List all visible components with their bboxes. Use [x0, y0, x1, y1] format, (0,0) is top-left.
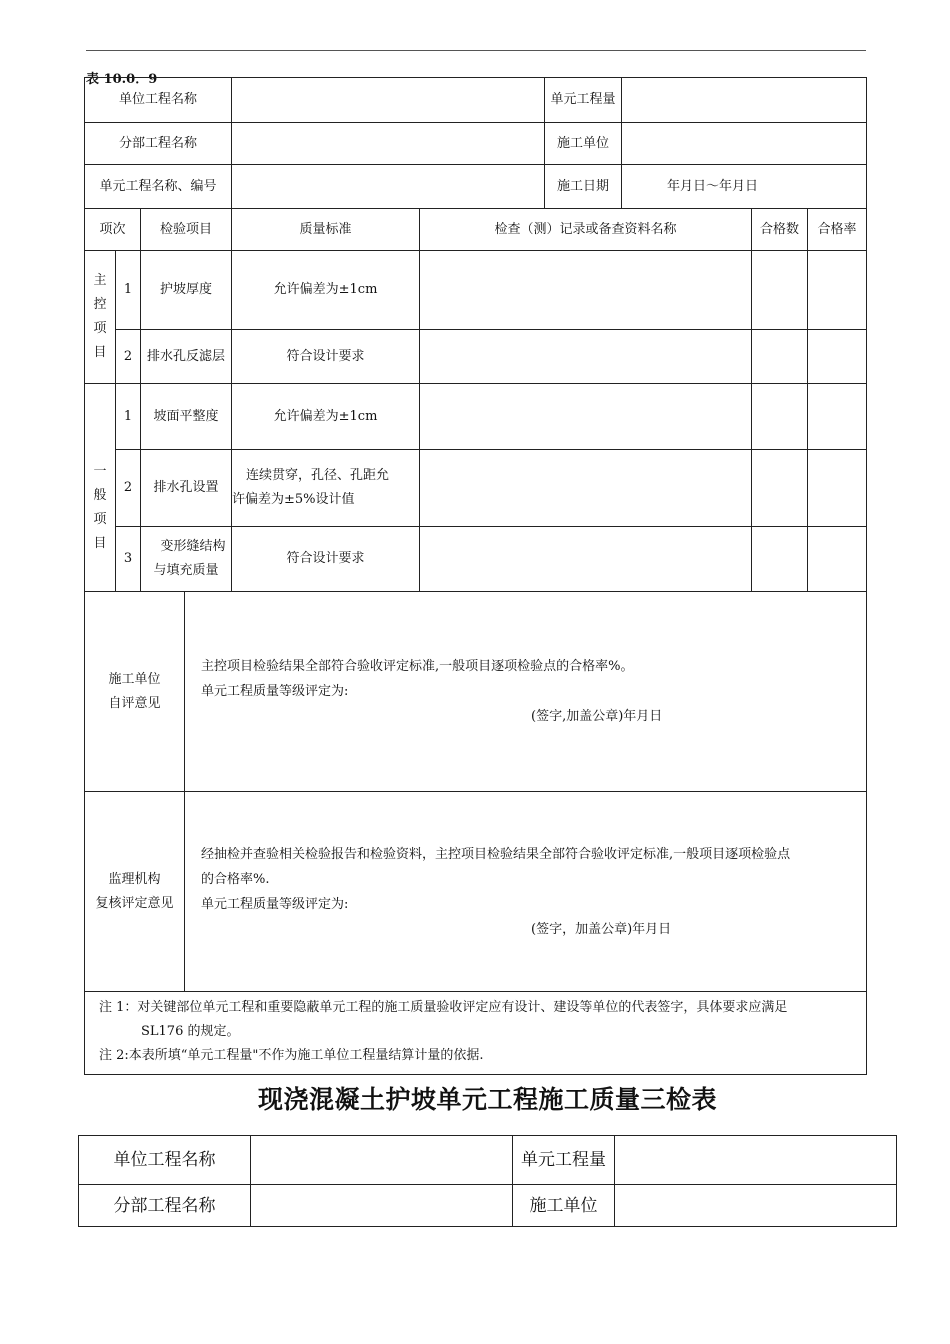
supervision-label: 监理机构 复核评定意见 — [85, 792, 185, 992]
col-record: 检查（测）记录或备查资料名称 — [420, 209, 752, 251]
note-2: 注 2:本表所填“单元工程量"不作为施工单位工程量结算计量的依据. — [99, 1048, 484, 1063]
notes — [85, 992, 867, 1075]
inspection-item: 坡面平整度 — [141, 384, 232, 450]
unit-element-quantity-label: 单元工程量 — [545, 78, 622, 123]
qualified-rate-cell[interactable] — [808, 384, 867, 450]
self-eval-label: 施工单位 自评意见 — [85, 592, 185, 792]
record-cell[interactable] — [420, 384, 752, 450]
element-name-no-label: 单元工程名称、编号 — [85, 165, 232, 209]
row-no: 3 — [116, 527, 141, 592]
qualified-count-cell[interactable] — [752, 330, 808, 384]
construction-unit-field[interactable] — [622, 123, 867, 165]
record-cell[interactable] — [420, 450, 752, 527]
quality-standard: 符合设计要求 — [232, 527, 420, 592]
row-no: 1 — [116, 384, 141, 450]
qualified-rate-cell[interactable] — [808, 527, 867, 592]
inspection-item: 排水孔反滤层 — [141, 330, 232, 384]
construction-date-label: 施工日期 — [545, 165, 622, 209]
construction-date-field[interactable]: 年月日～年月日 — [622, 165, 867, 209]
note-1: 注 1：对关键部位单元工程和重要隐蔽单元工程的施工质量验收评定应有设计、建设等单位的代表签字，具体要求应满足 — [99, 1000, 788, 1015]
unit-project-name-field[interactable] — [232, 78, 545, 123]
col-qualified-count: 合格数 — [752, 209, 808, 251]
construction-unit-label: 施工单位 — [513, 1185, 615, 1227]
table-number: 表 10.0．9 — [86, 72, 158, 87]
qualified-count-cell[interactable] — [752, 450, 808, 527]
unit-project-name-label: 单位工程名称 — [85, 78, 232, 123]
self-eval-signature: (签字,加盖公章)年月日 — [531, 709, 663, 724]
col-quality-standard: 质量标准 — [232, 209, 420, 251]
row-no: 2 — [116, 330, 141, 384]
second-table — [78, 1135, 897, 1227]
inspection-item: 护坡厚度 — [141, 251, 232, 330]
division-project-name-label: 分部工程名称 — [79, 1185, 251, 1227]
evaluation-table — [84, 77, 867, 1075]
qualified-count-cell[interactable] — [752, 527, 808, 592]
inspection-item: 变形缝结构 与填充质量 — [141, 527, 232, 592]
supervision-opinion[interactable]: 经抽检并查验相关检验报告和检验资料，主控项目检验结果全部符合验收评定标准,一般项目逐项检验点 的合格率%. 单元工程质量等级评定为: (签字，加盖公章)年月日 — [185, 792, 867, 992]
unit-element-quantity-label: 单元工程量 — [513, 1136, 615, 1185]
unit-element-quantity-field[interactable] — [622, 78, 867, 123]
qualified-count-cell[interactable] — [752, 251, 808, 330]
quality-standard: 符合设计要求 — [232, 330, 420, 384]
record-cell[interactable] — [420, 251, 752, 330]
division-project-name-label: 分部工程名称 — [85, 123, 232, 165]
quality-standard: 允许偏差为±1cm — [232, 384, 420, 450]
element-name-no-field[interactable] — [232, 165, 545, 209]
quality-standard: 允许偏差为±1cm — [232, 251, 420, 330]
construction-unit-label: 施工单位 — [545, 123, 622, 165]
inspection-item: 排水孔设置 — [141, 450, 232, 527]
record-cell[interactable] — [420, 527, 752, 592]
note-1-continued: SL176 的规定。 — [141, 1024, 240, 1039]
division-project-name-field[interactable] — [251, 1185, 513, 1227]
header-rule — [86, 50, 866, 51]
qualified-rate-cell[interactable] — [808, 251, 867, 330]
unit-project-name-label: 单位工程名称 — [79, 1136, 251, 1185]
qualified-rate-cell[interactable] — [808, 450, 867, 527]
record-cell[interactable] — [420, 330, 752, 384]
unit-element-quantity-field[interactable] — [615, 1136, 897, 1185]
col-item-no: 项次 — [85, 209, 141, 251]
construction-unit-field[interactable] — [615, 1185, 897, 1227]
quality-standard: 连续贯穿，孔径、孔距允 许偏差为±5%设计值 — [232, 450, 420, 527]
self-eval-opinion[interactable]: 主控项目检验结果全部符合验收评定标准,一般项目逐项检验点的合格率%。 单元工程质量等级评定为: (签字,加盖公章)年月日 — [185, 592, 867, 792]
main-control-label: 主 控 项 目 — [85, 251, 116, 384]
col-qualified-rate: 合格率 — [808, 209, 867, 251]
unit-project-name-field[interactable] — [251, 1136, 513, 1185]
col-inspection-item: 检验项目 — [141, 209, 232, 251]
qualified-count-cell[interactable] — [752, 384, 808, 450]
supervision-signature: (签字，加盖公章)年月日 — [531, 921, 672, 937]
division-project-name-field[interactable] — [232, 123, 545, 165]
row-no: 2 — [116, 450, 141, 527]
row-no: 1 — [116, 251, 141, 330]
page-title: 现浇混凝土护坡单元工程施工质量三检表 — [257, 1085, 717, 1114]
qualified-rate-cell[interactable] — [808, 330, 867, 384]
general-items-label: 一 般 项 目 — [85, 384, 116, 592]
